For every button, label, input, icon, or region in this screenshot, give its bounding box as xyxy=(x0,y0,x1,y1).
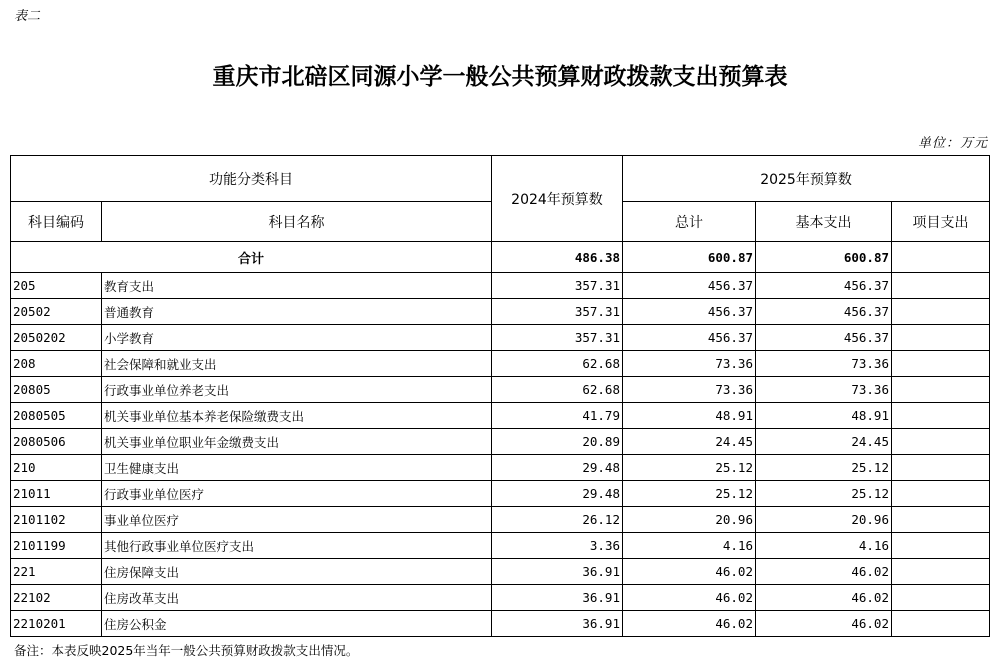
row-code: 21011 xyxy=(11,481,102,507)
row-total: 20.96 xyxy=(623,507,756,533)
footnote: 备注：本表反映2025年当年一般公共预算财政拨款支出情况。 xyxy=(14,643,359,658)
row-total: 46.02 xyxy=(623,611,756,637)
total-basic: 600.87 xyxy=(756,242,892,273)
row-basic: 456.37 xyxy=(756,273,892,299)
row-budget-2024: 357.31 xyxy=(492,273,623,299)
row-code: 20805 xyxy=(11,377,102,403)
row-budget-2024: 26.12 xyxy=(492,507,623,533)
row-basic: 25.12 xyxy=(756,455,892,481)
row-total: 73.36 xyxy=(623,351,756,377)
row-code: 2080505 xyxy=(11,403,102,429)
row-name: 住房公积金 xyxy=(102,611,492,637)
row-name: 社会保障和就业支出 xyxy=(102,351,492,377)
row-budget-2024: 29.48 xyxy=(492,481,623,507)
row-total: 46.02 xyxy=(623,559,756,585)
table-row xyxy=(11,351,990,377)
table-row xyxy=(11,273,990,299)
row-basic: 25.12 xyxy=(756,481,892,507)
row-total: 456.37 xyxy=(623,273,756,299)
table-row xyxy=(11,377,990,403)
row-basic: 73.36 xyxy=(756,377,892,403)
row-total: 73.36 xyxy=(623,377,756,403)
row-basic: 46.02 xyxy=(756,611,892,637)
budget-table xyxy=(10,155,990,637)
row-budget-2024: 3.36 xyxy=(492,533,623,559)
header-project: 项目支出 xyxy=(892,202,990,242)
row-project xyxy=(892,481,990,507)
table-row xyxy=(11,325,990,351)
header-total: 总计 xyxy=(623,202,756,242)
table-body xyxy=(11,242,990,637)
table-row xyxy=(11,611,990,637)
row-budget-2024: 29.48 xyxy=(492,455,623,481)
row-project xyxy=(892,377,990,403)
row-basic: 456.37 xyxy=(756,325,892,351)
row-project xyxy=(892,507,990,533)
row-project xyxy=(892,559,990,585)
row-code: 210 xyxy=(11,455,102,481)
row-code: 221 xyxy=(11,559,102,585)
row-total: 456.37 xyxy=(623,299,756,325)
row-budget-2024: 62.68 xyxy=(492,351,623,377)
row-basic: 46.02 xyxy=(756,559,892,585)
table-row xyxy=(11,559,990,585)
row-basic: 456.37 xyxy=(756,299,892,325)
header-budget-2025: 2025年预算数 xyxy=(623,156,990,202)
header-code: 科目编码 xyxy=(11,202,102,242)
row-basic: 20.96 xyxy=(756,507,892,533)
row-project xyxy=(892,325,990,351)
row-budget-2024: 36.91 xyxy=(492,559,623,585)
row-total: 25.12 xyxy=(623,481,756,507)
row-basic: 46.02 xyxy=(756,585,892,611)
table-row xyxy=(11,481,990,507)
row-project xyxy=(892,533,990,559)
row-budget-2024: 62.68 xyxy=(492,377,623,403)
total-label: 合计 xyxy=(11,242,492,273)
row-name: 机关事业单位基本养老保险缴费支出 xyxy=(102,403,492,429)
row-code: 208 xyxy=(11,351,102,377)
row-budget-2024: 41.79 xyxy=(492,403,623,429)
row-code: 20502 xyxy=(11,299,102,325)
row-budget-2024: 36.91 xyxy=(492,611,623,637)
row-project xyxy=(892,585,990,611)
table-row xyxy=(11,455,990,481)
row-code: 2101199 xyxy=(11,533,102,559)
row-name: 机关事业单位职业年金缴费支出 xyxy=(102,429,492,455)
row-budget-2024: 20.89 xyxy=(492,429,623,455)
row-name: 行政事业单位医疗 xyxy=(102,481,492,507)
row-name: 行政事业单位养老支出 xyxy=(102,377,492,403)
table-row xyxy=(11,533,990,559)
table-row xyxy=(11,507,990,533)
header-name: 科目名称 xyxy=(102,202,492,242)
row-name: 小学教育 xyxy=(102,325,492,351)
row-total: 48.91 xyxy=(623,403,756,429)
row-code: 205 xyxy=(11,273,102,299)
total-row xyxy=(11,242,990,273)
row-name: 教育支出 xyxy=(102,273,492,299)
table-row xyxy=(11,403,990,429)
row-project xyxy=(892,299,990,325)
table-row xyxy=(11,429,990,455)
row-code: 2080506 xyxy=(11,429,102,455)
page-title: 重庆市北碚区同源小学一般公共预算财政拨款支出预算表 xyxy=(212,63,788,90)
header-budget-2024: 2024年预算数 xyxy=(492,156,623,242)
row-name: 其他行政事业单位医疗支出 xyxy=(102,533,492,559)
row-basic: 73.36 xyxy=(756,351,892,377)
table-row xyxy=(11,585,990,611)
row-budget-2024: 357.31 xyxy=(492,325,623,351)
row-basic: 48.91 xyxy=(756,403,892,429)
row-code: 22102 xyxy=(11,585,102,611)
row-project xyxy=(892,403,990,429)
row-code: 2101102 xyxy=(11,507,102,533)
unit-label: 单位：万元 xyxy=(917,136,988,151)
table-number-label: 表二 xyxy=(14,9,41,24)
row-total: 456.37 xyxy=(623,325,756,351)
header-basic: 基本支出 xyxy=(756,202,892,242)
header-functional-category: 功能分类科目 xyxy=(11,156,492,202)
row-name: 普通教育 xyxy=(102,299,492,325)
row-total: 24.45 xyxy=(623,429,756,455)
row-project xyxy=(892,429,990,455)
row-name: 住房改革支出 xyxy=(102,585,492,611)
row-project xyxy=(892,351,990,377)
total-project xyxy=(892,242,990,273)
row-total: 46.02 xyxy=(623,585,756,611)
row-name: 卫生健康支出 xyxy=(102,455,492,481)
row-code: 2050202 xyxy=(11,325,102,351)
row-name: 住房保障支出 xyxy=(102,559,492,585)
row-code: 2210201 xyxy=(11,611,102,637)
row-basic: 24.45 xyxy=(756,429,892,455)
total-budget-2024: 486.38 xyxy=(492,242,623,273)
row-basic: 4.16 xyxy=(756,533,892,559)
table-row xyxy=(11,299,990,325)
row-budget-2024: 36.91 xyxy=(492,585,623,611)
row-total: 25.12 xyxy=(623,455,756,481)
total-total: 600.87 xyxy=(623,242,756,273)
row-total: 4.16 xyxy=(623,533,756,559)
row-project xyxy=(892,455,990,481)
row-budget-2024: 357.31 xyxy=(492,299,623,325)
row-project xyxy=(892,273,990,299)
row-name: 事业单位医疗 xyxy=(102,507,492,533)
row-project xyxy=(892,611,990,637)
